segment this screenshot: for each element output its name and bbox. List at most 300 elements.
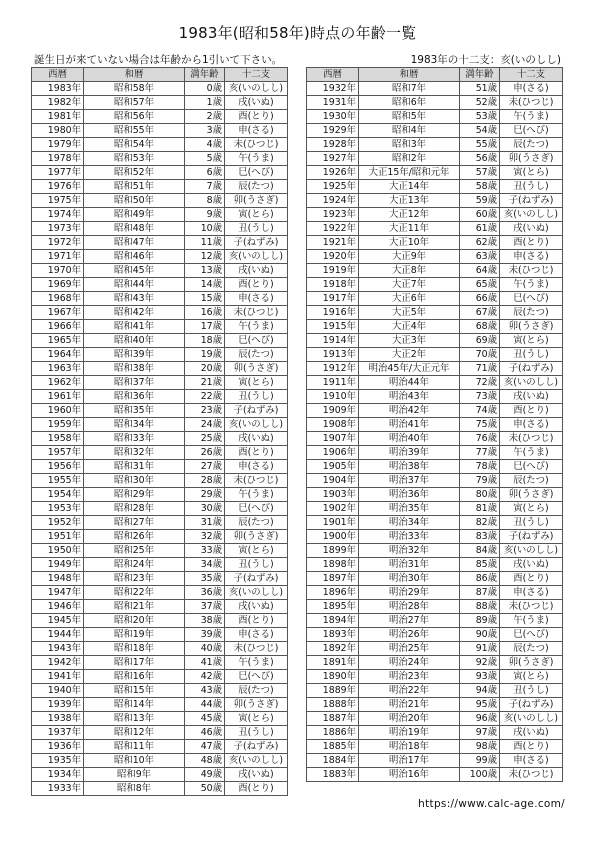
wareki-cell: 大正7年 bbox=[359, 278, 460, 292]
seireki-cell: 1967年 bbox=[32, 306, 84, 320]
table-row bbox=[32, 264, 288, 278]
eto-cell: 辰(たつ) bbox=[225, 348, 288, 362]
table-row bbox=[307, 250, 563, 264]
wareki-cell: 昭和20年 bbox=[84, 614, 185, 628]
eto-cell: 未(ひつじ) bbox=[500, 432, 563, 446]
seireki-cell: 1905年 bbox=[307, 460, 359, 474]
table-row bbox=[307, 334, 563, 348]
eto-cell: 亥(いのしし) bbox=[225, 586, 288, 600]
wareki-cell: 昭和16年 bbox=[84, 670, 185, 684]
header-seireki: 西暦 bbox=[32, 68, 84, 82]
table-row bbox=[32, 698, 288, 712]
table-row bbox=[32, 656, 288, 670]
wareki-cell: 昭和43年 bbox=[84, 292, 185, 306]
wareki-cell: 大正15年/昭和元年 bbox=[359, 166, 460, 180]
seireki-cell: 1910年 bbox=[307, 390, 359, 404]
wareki-cell: 昭和22年 bbox=[84, 586, 185, 600]
seireki-cell: 1953年 bbox=[32, 502, 84, 516]
seireki-cell: 1944年 bbox=[32, 628, 84, 642]
age-cell: 66歳 bbox=[460, 292, 500, 306]
age-cell: 82歳 bbox=[460, 516, 500, 530]
wareki-cell: 明治38年 bbox=[359, 460, 460, 474]
age-cell: 100歳 bbox=[460, 768, 500, 782]
eto-cell: 子(ねずみ) bbox=[500, 194, 563, 208]
age-cell: 17歳 bbox=[185, 320, 225, 334]
seireki-cell: 1926年 bbox=[307, 166, 359, 180]
eto-cell: 酉(とり) bbox=[500, 236, 563, 250]
table-row bbox=[307, 446, 563, 460]
eto-cell: 辰(たつ) bbox=[500, 138, 563, 152]
seireki-cell: 1900年 bbox=[307, 530, 359, 544]
eto-cell: 酉(とり) bbox=[225, 782, 288, 796]
table-row bbox=[32, 544, 288, 558]
wareki-cell: 明治26年 bbox=[359, 628, 460, 642]
seireki-cell: 1896年 bbox=[307, 586, 359, 600]
eto-cell: 未(ひつじ) bbox=[225, 642, 288, 656]
age-cell: 52歳 bbox=[460, 96, 500, 110]
seireki-cell: 1981年 bbox=[32, 110, 84, 124]
seireki-cell: 1915年 bbox=[307, 320, 359, 334]
age-cell: 97歳 bbox=[460, 726, 500, 740]
wareki-cell: 昭和49年 bbox=[84, 208, 185, 222]
wareki-cell: 昭和46年 bbox=[84, 250, 185, 264]
eto-cell: 酉(とり) bbox=[500, 740, 563, 754]
site-url: https://www.calc-age.com/ bbox=[418, 798, 565, 810]
age-cell: 75歳 bbox=[460, 418, 500, 432]
age-cell: 80歳 bbox=[460, 488, 500, 502]
wareki-cell: 昭和34年 bbox=[84, 418, 185, 432]
seireki-cell: 1883年 bbox=[307, 768, 359, 782]
wareki-cell: 昭和32年 bbox=[84, 446, 185, 460]
table-row bbox=[32, 432, 288, 446]
wareki-cell: 明治32年 bbox=[359, 544, 460, 558]
table-row bbox=[307, 768, 563, 782]
eto-cell: 子(ねずみ) bbox=[225, 740, 288, 754]
seireki-cell: 1979年 bbox=[32, 138, 84, 152]
table-row bbox=[307, 614, 563, 628]
eto-cell: 丑(うし) bbox=[500, 348, 563, 362]
age-cell: 72歳 bbox=[460, 376, 500, 390]
age-cell: 62歳 bbox=[460, 236, 500, 250]
seireki-cell: 1937年 bbox=[32, 726, 84, 740]
age-cell: 58歳 bbox=[460, 180, 500, 194]
eto-cell: 卯(うさぎ) bbox=[225, 698, 288, 712]
table-row bbox=[32, 754, 288, 768]
seireki-cell: 1934年 bbox=[32, 768, 84, 782]
seireki-cell: 1954年 bbox=[32, 488, 84, 502]
wareki-cell: 明治24年 bbox=[359, 656, 460, 670]
eto-cell: 戌(いぬ) bbox=[500, 726, 563, 740]
seireki-cell: 1929年 bbox=[307, 124, 359, 138]
table-row bbox=[32, 306, 288, 320]
seireki-cell: 1976年 bbox=[32, 180, 84, 194]
age-cell: 37歳 bbox=[185, 600, 225, 614]
age-cell: 61歳 bbox=[460, 222, 500, 236]
seireki-cell: 1893年 bbox=[307, 628, 359, 642]
age-cell: 23歳 bbox=[185, 404, 225, 418]
table-row bbox=[32, 404, 288, 418]
seireki-cell: 1975年 bbox=[32, 194, 84, 208]
table-row bbox=[307, 572, 563, 586]
eto-cell: 申(さる) bbox=[500, 418, 563, 432]
wareki-cell: 大正9年 bbox=[359, 250, 460, 264]
eto-cell: 酉(とり) bbox=[225, 278, 288, 292]
eto-cell: 戌(いぬ) bbox=[500, 390, 563, 404]
eto-cell: 午(うま) bbox=[225, 152, 288, 166]
table-row bbox=[32, 460, 288, 474]
seireki-cell: 1895年 bbox=[307, 600, 359, 614]
wareki-cell: 昭和54年 bbox=[84, 138, 185, 152]
age-cell: 77歳 bbox=[460, 446, 500, 460]
wareki-cell: 明治17年 bbox=[359, 754, 460, 768]
wareki-cell: 明治19年 bbox=[359, 726, 460, 740]
age-cell: 93歳 bbox=[460, 670, 500, 684]
table-row bbox=[307, 656, 563, 670]
age-cell: 22歳 bbox=[185, 390, 225, 404]
eto-cell: 巳(へび) bbox=[225, 670, 288, 684]
table-row bbox=[32, 138, 288, 152]
table-row bbox=[307, 418, 563, 432]
wareki-cell: 昭和33年 bbox=[84, 432, 185, 446]
eto-cell: 寅(とら) bbox=[225, 712, 288, 726]
age-cell: 70歳 bbox=[460, 348, 500, 362]
wareki-cell: 明治42年 bbox=[359, 404, 460, 418]
eto-cell: 酉(とり) bbox=[500, 572, 563, 586]
wareki-cell: 昭和4年 bbox=[359, 124, 460, 138]
seireki-cell: 1968年 bbox=[32, 292, 84, 306]
seireki-cell: 1923年 bbox=[307, 208, 359, 222]
table-row bbox=[32, 446, 288, 460]
wareki-cell: 昭和53年 bbox=[84, 152, 185, 166]
eto-cell: 辰(たつ) bbox=[500, 474, 563, 488]
table-row bbox=[32, 782, 288, 796]
age-cell: 51歳 bbox=[460, 82, 500, 96]
table-row bbox=[32, 558, 288, 572]
seireki-cell: 1952年 bbox=[32, 516, 84, 530]
age-cell: 83歳 bbox=[460, 530, 500, 544]
seireki-cell: 1920年 bbox=[307, 250, 359, 264]
seireki-cell: 1912年 bbox=[307, 362, 359, 376]
eto-cell: 辰(たつ) bbox=[225, 516, 288, 530]
seireki-cell: 1963年 bbox=[32, 362, 84, 376]
seireki-cell: 1907年 bbox=[307, 432, 359, 446]
seireki-cell: 1939年 bbox=[32, 698, 84, 712]
seireki-cell: 1904年 bbox=[307, 474, 359, 488]
wareki-cell: 昭和42年 bbox=[84, 306, 185, 320]
wareki-cell: 昭和55年 bbox=[84, 124, 185, 138]
table-row bbox=[32, 124, 288, 138]
wareki-cell: 昭和30年 bbox=[84, 474, 185, 488]
eto-cell: 卯(うさぎ) bbox=[225, 194, 288, 208]
table-row bbox=[307, 432, 563, 446]
seireki-cell: 1935年 bbox=[32, 754, 84, 768]
seireki-cell: 1938年 bbox=[32, 712, 84, 726]
age-cell: 67歳 bbox=[460, 306, 500, 320]
age-cell: 78歳 bbox=[460, 460, 500, 474]
age-cell: 87歳 bbox=[460, 586, 500, 600]
wareki-cell: 大正11年 bbox=[359, 222, 460, 236]
seireki-cell: 1982年 bbox=[32, 96, 84, 110]
wareki-cell: 明治30年 bbox=[359, 572, 460, 586]
eto-cell: 亥(いのしし) bbox=[500, 712, 563, 726]
table-row bbox=[32, 628, 288, 642]
eto-cell: 午(うま) bbox=[225, 320, 288, 334]
age-cell: 12歳 bbox=[185, 250, 225, 264]
wareki-cell: 昭和7年 bbox=[359, 82, 460, 96]
table-row bbox=[307, 320, 563, 334]
age-cell: 42歳 bbox=[185, 670, 225, 684]
seireki-cell: 1909年 bbox=[307, 404, 359, 418]
age-cell: 53歳 bbox=[460, 110, 500, 124]
wareki-cell: 明治29年 bbox=[359, 586, 460, 600]
seireki-cell: 1924年 bbox=[307, 194, 359, 208]
seireki-cell: 1946年 bbox=[32, 600, 84, 614]
table-row bbox=[307, 726, 563, 740]
header-age: 満年齢 bbox=[185, 68, 225, 82]
table-row bbox=[32, 726, 288, 740]
wareki-cell: 大正14年 bbox=[359, 180, 460, 194]
eto-cell: 辰(たつ) bbox=[225, 684, 288, 698]
table-row bbox=[32, 586, 288, 600]
eto-cell: 寅(とら) bbox=[500, 670, 563, 684]
wareki-cell: 明治41年 bbox=[359, 418, 460, 432]
age-cell: 56歳 bbox=[460, 152, 500, 166]
table-row bbox=[32, 488, 288, 502]
seireki-cell: 1919年 bbox=[307, 264, 359, 278]
eto-cell: 戌(いぬ) bbox=[225, 264, 288, 278]
wareki-cell: 大正5年 bbox=[359, 306, 460, 320]
table-row bbox=[307, 740, 563, 754]
age-cell: 73歳 bbox=[460, 390, 500, 404]
seireki-cell: 1927年 bbox=[307, 152, 359, 166]
eto-cell: 寅(とら) bbox=[500, 502, 563, 516]
age-cell: 18歳 bbox=[185, 334, 225, 348]
seireki-cell: 1908年 bbox=[307, 418, 359, 432]
table-row bbox=[32, 82, 288, 96]
age-cell: 47歳 bbox=[185, 740, 225, 754]
wareki-cell: 明治21年 bbox=[359, 698, 460, 712]
age-cell: 46歳 bbox=[185, 726, 225, 740]
eto-cell: 丑(うし) bbox=[225, 726, 288, 740]
eto-cell: 卯(うさぎ) bbox=[500, 152, 563, 166]
age-cell: 49歳 bbox=[185, 768, 225, 782]
eto-cell: 申(さる) bbox=[225, 124, 288, 138]
seireki-cell: 1959年 bbox=[32, 418, 84, 432]
eto-cell: 未(ひつじ) bbox=[500, 96, 563, 110]
age-cell: 1歳 bbox=[185, 96, 225, 110]
age-cell: 32歳 bbox=[185, 530, 225, 544]
wareki-cell: 明治36年 bbox=[359, 488, 460, 502]
seireki-cell: 1899年 bbox=[307, 544, 359, 558]
seireki-cell: 1972年 bbox=[32, 236, 84, 250]
eto-cell: 巳(へび) bbox=[225, 166, 288, 180]
table-row bbox=[307, 404, 563, 418]
table-row bbox=[32, 740, 288, 754]
table-row bbox=[307, 516, 563, 530]
seireki-cell: 1951年 bbox=[32, 530, 84, 544]
table-row bbox=[32, 166, 288, 180]
age-cell: 40歳 bbox=[185, 642, 225, 656]
seireki-cell: 1966年 bbox=[32, 320, 84, 334]
wareki-cell: 明治27年 bbox=[359, 614, 460, 628]
seireki-cell: 1913年 bbox=[307, 348, 359, 362]
age-cell: 35歳 bbox=[185, 572, 225, 586]
wareki-cell: 昭和27年 bbox=[84, 516, 185, 530]
age-cell: 19歳 bbox=[185, 348, 225, 362]
eto-cell: 午(うま) bbox=[500, 110, 563, 124]
age-cell: 31歳 bbox=[185, 516, 225, 530]
eto-cell: 未(ひつじ) bbox=[225, 474, 288, 488]
wareki-cell: 昭和28年 bbox=[84, 502, 185, 516]
eto-cell: 子(ねずみ) bbox=[225, 404, 288, 418]
age-cell: 15歳 bbox=[185, 292, 225, 306]
age-cell: 48歳 bbox=[185, 754, 225, 768]
seireki-cell: 1947年 bbox=[32, 586, 84, 600]
age-cell: 14歳 bbox=[185, 278, 225, 292]
table-row bbox=[307, 82, 563, 96]
age-cell: 43歳 bbox=[185, 684, 225, 698]
wareki-cell: 昭和26年 bbox=[84, 530, 185, 544]
seireki-cell: 1928年 bbox=[307, 138, 359, 152]
eto-cell: 辰(たつ) bbox=[500, 642, 563, 656]
seireki-cell: 1897年 bbox=[307, 572, 359, 586]
seireki-cell: 1911年 bbox=[307, 376, 359, 390]
eto-cell: 申(さる) bbox=[225, 460, 288, 474]
seireki-cell: 1969年 bbox=[32, 278, 84, 292]
age-cell: 6歳 bbox=[185, 166, 225, 180]
eto-cell: 午(うま) bbox=[500, 614, 563, 628]
seireki-cell: 1941年 bbox=[32, 670, 84, 684]
age-cell: 8歳 bbox=[185, 194, 225, 208]
table-row bbox=[307, 376, 563, 390]
seireki-cell: 1957年 bbox=[32, 446, 84, 460]
wareki-cell: 昭和57年 bbox=[84, 96, 185, 110]
wareki-cell: 昭和39年 bbox=[84, 348, 185, 362]
table-row bbox=[307, 488, 563, 502]
wareki-cell: 昭和52年 bbox=[84, 166, 185, 180]
seireki-cell: 1970年 bbox=[32, 264, 84, 278]
eto-cell: 寅(とら) bbox=[500, 334, 563, 348]
table-row bbox=[32, 334, 288, 348]
table-row bbox=[307, 754, 563, 768]
eto-cell: 巳(へび) bbox=[225, 502, 288, 516]
seireki-cell: 1892年 bbox=[307, 642, 359, 656]
age-cell: 5歳 bbox=[185, 152, 225, 166]
eto-cell: 未(ひつじ) bbox=[225, 306, 288, 320]
wareki-cell: 明治31年 bbox=[359, 558, 460, 572]
table-row bbox=[307, 502, 563, 516]
table-row bbox=[32, 516, 288, 530]
seireki-cell: 1943年 bbox=[32, 642, 84, 656]
wareki-cell: 昭和14年 bbox=[84, 698, 185, 712]
age-cell: 27歳 bbox=[185, 460, 225, 474]
table-header-row bbox=[32, 68, 288, 82]
age-cell: 65歳 bbox=[460, 278, 500, 292]
seireki-cell: 1888年 bbox=[307, 698, 359, 712]
wareki-cell: 明治25年 bbox=[359, 642, 460, 656]
table-row bbox=[307, 180, 563, 194]
age-table-right bbox=[306, 67, 563, 782]
table-row bbox=[307, 530, 563, 544]
age-cell: 4歳 bbox=[185, 138, 225, 152]
seireki-cell: 1930年 bbox=[307, 110, 359, 124]
wareki-cell: 明治22年 bbox=[359, 684, 460, 698]
age-cell: 64歳 bbox=[460, 264, 500, 278]
age-cell: 45歳 bbox=[185, 712, 225, 726]
eto-cell: 巳(へび) bbox=[500, 460, 563, 474]
seireki-cell: 1949年 bbox=[32, 558, 84, 572]
age-cell: 54歳 bbox=[460, 124, 500, 138]
age-cell: 69歳 bbox=[460, 334, 500, 348]
age-cell: 60歳 bbox=[460, 208, 500, 222]
eto-cell: 未(ひつじ) bbox=[500, 264, 563, 278]
eto-cell: 戌(いぬ) bbox=[500, 558, 563, 572]
seireki-cell: 1962年 bbox=[32, 376, 84, 390]
wareki-cell: 昭和29年 bbox=[84, 488, 185, 502]
table-row bbox=[307, 348, 563, 362]
seireki-cell: 1980年 bbox=[32, 124, 84, 138]
age-cell: 30歳 bbox=[185, 502, 225, 516]
seireki-cell: 1983年 bbox=[32, 82, 84, 96]
age-cell: 21歳 bbox=[185, 376, 225, 390]
age-cell: 33歳 bbox=[185, 544, 225, 558]
table-row bbox=[32, 712, 288, 726]
wareki-cell: 大正8年 bbox=[359, 264, 460, 278]
wareki-cell: 昭和40年 bbox=[84, 334, 185, 348]
wareki-cell: 昭和3年 bbox=[359, 138, 460, 152]
table-row bbox=[32, 418, 288, 432]
table-row bbox=[32, 222, 288, 236]
age-cell: 20歳 bbox=[185, 362, 225, 376]
eto-cell: 亥(いのしし) bbox=[225, 250, 288, 264]
wareki-cell: 明治43年 bbox=[359, 390, 460, 404]
header-eto: 十二支 bbox=[500, 68, 563, 82]
age-cell: 36歳 bbox=[185, 586, 225, 600]
wareki-cell: 昭和50年 bbox=[84, 194, 185, 208]
table-row bbox=[32, 180, 288, 194]
age-cell: 99歳 bbox=[460, 754, 500, 768]
seireki-cell: 1914年 bbox=[307, 334, 359, 348]
table-row bbox=[32, 194, 288, 208]
header-wareki: 和暦 bbox=[84, 68, 185, 82]
table-row bbox=[32, 376, 288, 390]
table-row bbox=[32, 250, 288, 264]
header-wareki: 和暦 bbox=[359, 68, 460, 82]
seireki-cell: 1956年 bbox=[32, 460, 84, 474]
age-cell: 28歳 bbox=[185, 474, 225, 488]
age-cell: 39歳 bbox=[185, 628, 225, 642]
eto-cell: 丑(うし) bbox=[500, 180, 563, 194]
table-row bbox=[307, 292, 563, 306]
table-row bbox=[307, 642, 563, 656]
wareki-cell: 昭和13年 bbox=[84, 712, 185, 726]
table-row bbox=[307, 544, 563, 558]
wareki-cell: 昭和19年 bbox=[84, 628, 185, 642]
age-cell: 91歳 bbox=[460, 642, 500, 656]
wareki-cell: 昭和15年 bbox=[84, 684, 185, 698]
eto-cell: 巳(へび) bbox=[500, 628, 563, 642]
eto-cell: 申(さる) bbox=[500, 250, 563, 264]
table-row bbox=[32, 670, 288, 684]
eto-cell: 申(さる) bbox=[500, 82, 563, 96]
eto-cell: 寅(とら) bbox=[225, 208, 288, 222]
table-row bbox=[32, 614, 288, 628]
age-cell: 85歳 bbox=[460, 558, 500, 572]
table-row bbox=[307, 152, 563, 166]
eto-cell: 午(うま) bbox=[500, 446, 563, 460]
wareki-cell: 昭和25年 bbox=[84, 544, 185, 558]
eto-cell: 酉(とり) bbox=[225, 110, 288, 124]
